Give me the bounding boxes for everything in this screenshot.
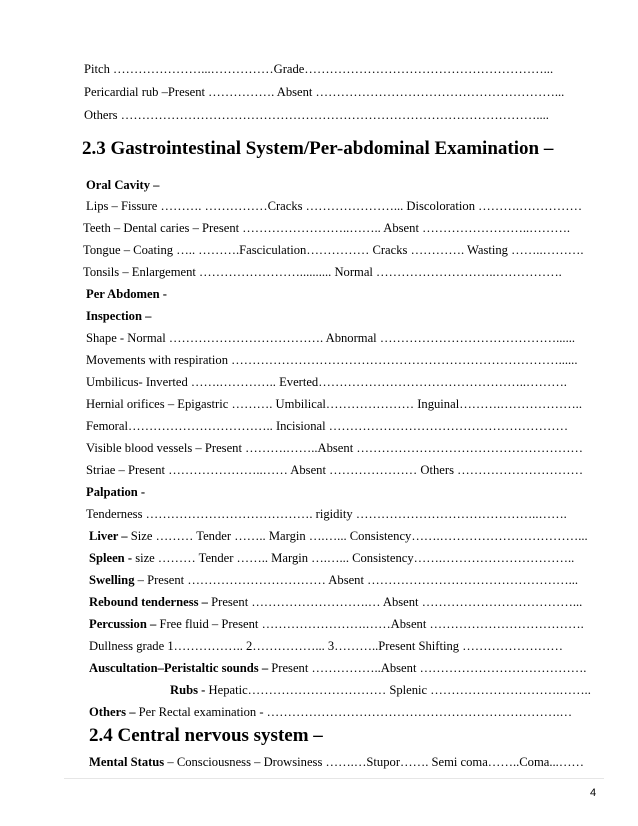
pericardial-rub-line: Pericardial rub –Present ……………. Absent …………………………………………………... [84,85,565,99]
others-label: Others – [89,705,136,719]
percussion-fields: Free fluid – Present …………………….……Absent ………………………………. [156,617,584,631]
liver-line [89,528,588,544]
auscultation-label: Auscultation [89,661,158,675]
spleen-line [89,550,574,566]
mental-status-line [89,754,584,770]
auscultation-line [89,660,586,676]
cns-section-heading: 2.4 Central nervous system – [89,725,323,746]
mental-status-fields: – Consciousness – Drowsiness …….…Stupor……. Semi coma……..Coma...…… [164,755,585,769]
movements-line: Movements with respiration ……………………………………………………………………...... [86,353,578,367]
rebound-label: Rebound tenderness – [89,595,208,609]
umbilicus-line: Umbilicus- Inverted …….………….. Everted…………………………………………..………. [86,375,567,389]
swelling-label: Swelling [89,573,135,587]
others-line: Others ……………………………………………………………………………………….... [84,108,549,122]
tongue-line: Tongue – Coating ….. ……….Fasciculation…………… Cracks …………. Wasting ……..………. [83,243,584,257]
rubs-fields: Hepatic…………………………… Splenic ………………………….…….. [205,683,591,697]
percussion-label: Percussion – [89,617,157,631]
inspection-title: Inspection – [86,309,152,323]
oral-cavity-title: Oral Cavity – [86,178,160,192]
shape-line: Shape - Normal ………………………………. Abnormal ……………………………………...... [86,331,576,345]
swelling-fields: – Present …………………………… Absent …………………………………………... [134,573,579,587]
rubs-label: Rubs - [170,683,206,697]
visible-vessels-line: Visible blood vessels – Present ……….……..Absent ……………………………………………… [86,441,584,455]
footer-divider [64,778,604,779]
swelling-line [89,572,578,588]
mental-status-label: Mental Status [89,755,165,769]
palpation-title: Palpation - [86,485,146,499]
striae-line: Striae – Present …………………..…… Absent ………………… Others ………………………… [86,463,584,477]
peristaltic-sounds-label: –Peristaltic sounds – [157,661,269,675]
spleen-fields: size ……… Tender …….. Margin ….…... Consistency…….………………………….. [132,551,575,565]
gi-section-heading: 2.3 Gastrointestinal System/Per-abdominal Examination – [82,138,554,159]
rubs-line [170,682,591,698]
liver-fields: Size ……… Tender …….. Margin ….…... Consistency…….……………………………... [127,529,588,543]
tenderness-line: Tenderness …………………………………. rigidity ……………………………………..……. [86,507,567,521]
percussion-line [89,616,584,632]
auscultation-fields: Present ……………..Absent …………………………………. [268,661,587,675]
others-fields: Per Rectal examination - …………………………………………………………….… [135,705,573,719]
others-per-rectal-line [89,704,572,720]
pitch-line: Pitch …………………...……………Grade…………………………………………………... [84,62,554,76]
hernial-orifices-line: Hernial orifices – Epigastric ………. Umbilical………………… Inguinal……….……………….. [86,397,582,411]
spleen-label: Spleen - [89,551,133,565]
liver-label: Liver – [89,529,128,543]
femoral-line: Femoral…………………………….. Incisional ………………………………………………… [86,419,569,433]
teeth-line: Teeth – Dental caries – Present ……………………..…….. Absent ……………………..………. [83,221,571,235]
page-number: 4 [590,787,597,799]
per-abdomen-title: Per Abdomen - [86,287,167,301]
lips-line: Lips – Fissure ………. ……………Cracks …………………... Discoloration ……….…………… [86,199,583,213]
rebound-tenderness-line [89,594,582,610]
rebound-fields: Present ……………………….… Absent ………………………………... [207,595,583,609]
dullness-line: Dullness grade 1…………….. 2……………... 3………..Present Shifting …………………… [89,639,563,653]
tonsils-line: Tonsils – Enlargement …………………….......... Normal ………………………..……………. [83,265,562,279]
